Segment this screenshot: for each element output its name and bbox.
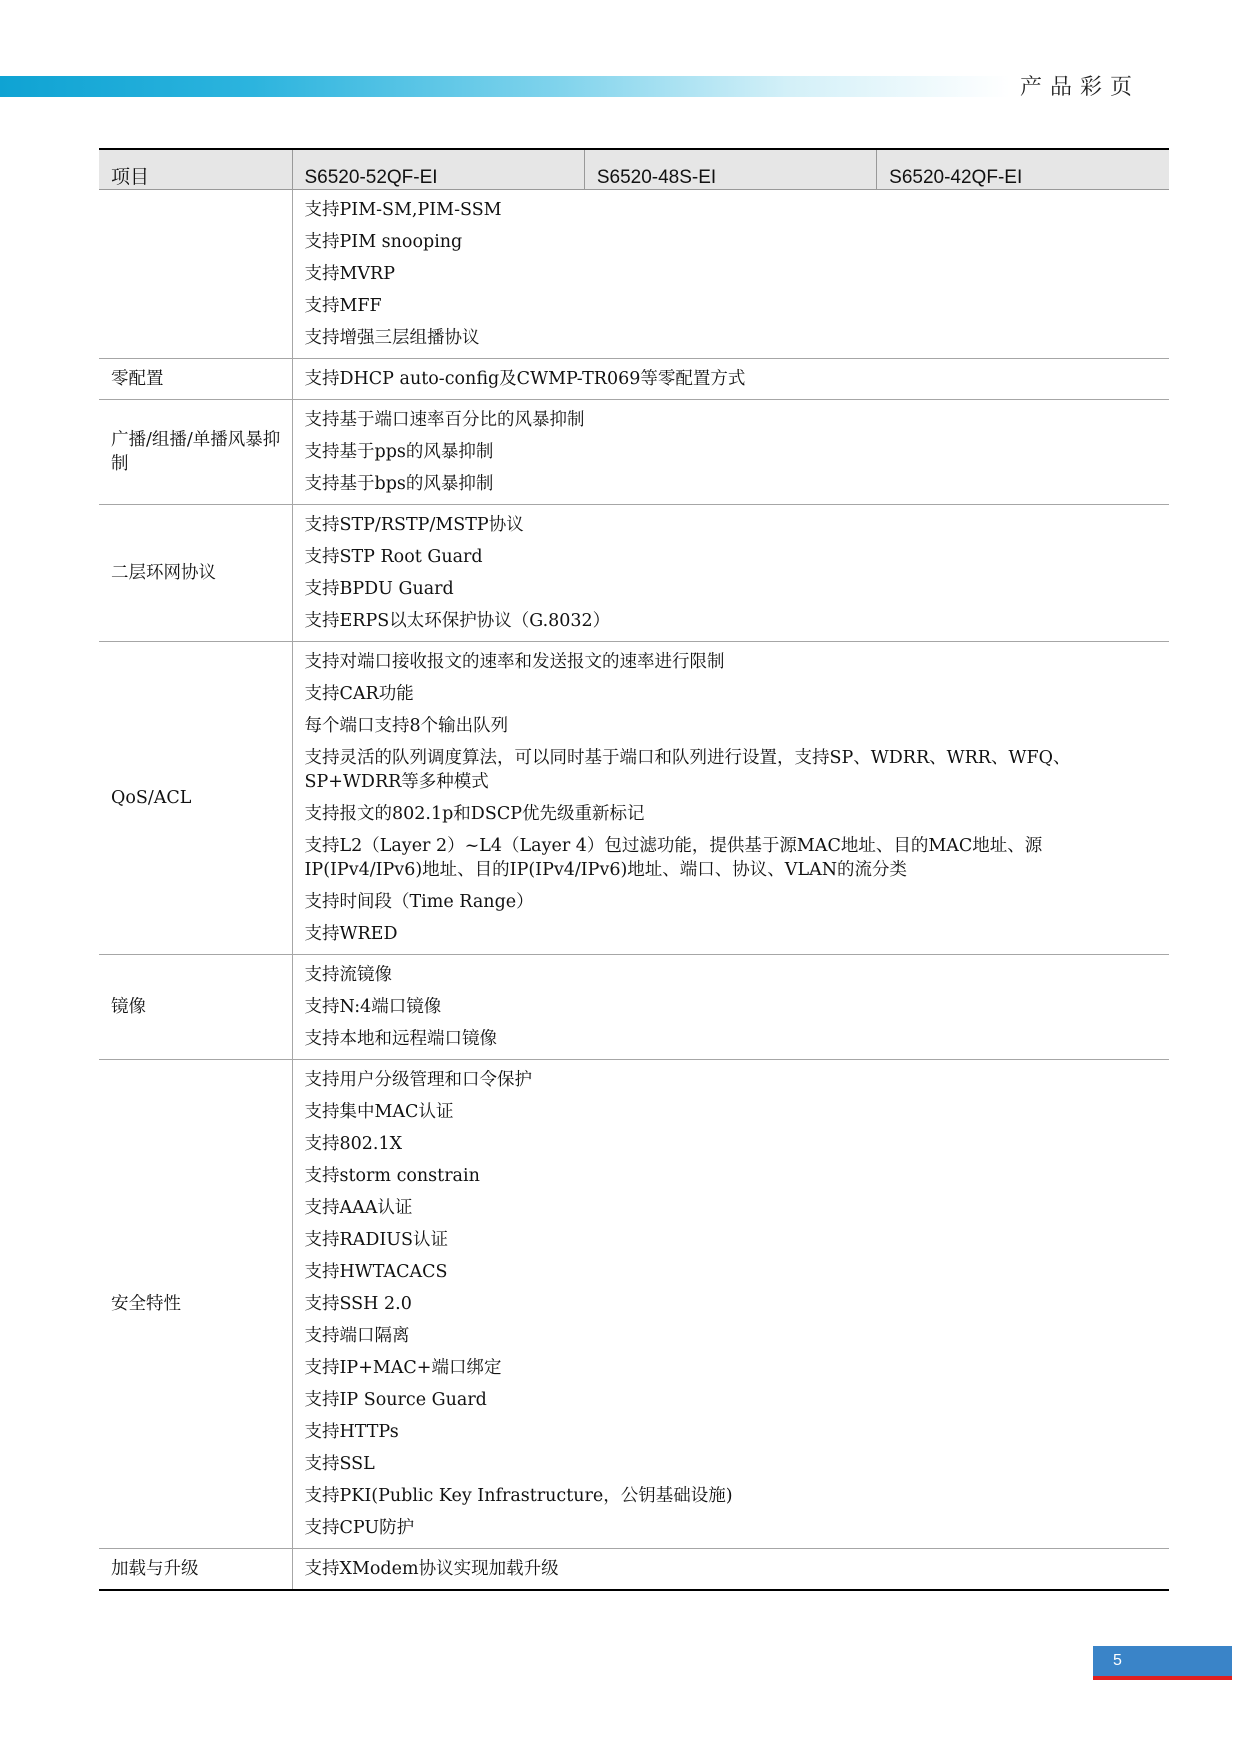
- feature-item: 支持MFF: [304, 295, 382, 316]
- feature-item: 支持ERPS以太环保护协议（G.8032）: [304, 610, 611, 631]
- feature-item: 支持基于pps的风暴抑制: [304, 441, 494, 462]
- row-features: [292, 358, 1169, 399]
- feature-item: 支持对端口接收报文的速率和发送报文的速率进行限制: [304, 651, 725, 672]
- row-features: [292, 189, 1169, 358]
- feature-item: 支持802.1X: [304, 1133, 403, 1154]
- row-features: [292, 641, 1169, 954]
- column-header-model: S6520-42QF-EI: [877, 149, 1169, 189]
- row-category: 安全特性: [99, 1059, 292, 1548]
- feature-item: 支持报文的802.1p和DSCP优先级重新标记: [304, 803, 645, 824]
- feature-item: 支持SSH 2.0: [304, 1293, 412, 1314]
- feature-item: 支持STP/RSTP/MSTP协议: [304, 514, 524, 535]
- feature-item: 每个端口支持8个输出队列: [304, 715, 509, 736]
- feature-item: 支持CPU防护: [304, 1517, 415, 1538]
- feature-item: 支持PIM-SM,PIM-SSM: [304, 199, 502, 220]
- feature-item: 支持BPDU Guard: [304, 578, 454, 599]
- row-category: 加载与升级: [99, 1548, 292, 1590]
- feature-item: 支持本地和远程端口镜像: [304, 1028, 497, 1049]
- feature-item: 支持WRED: [304, 923, 398, 944]
- table-row: [99, 504, 1169, 641]
- feature-item: 支持PIM snooping: [304, 231, 463, 252]
- feature-item: 支持MVRP: [304, 263, 396, 284]
- table-row: [99, 399, 1169, 504]
- feature-item: 支持L2（Layer 2）~L4（Layer 4）包过滤功能，提供基于源MAC地址、目的MAC地址、源IP(IPv4/IPv6)地址、目的IP(IPv4/IPv6)地址、端口、协议、VLAN的流分类: [304, 835, 1043, 880]
- feature-item: 支持IP+MAC+端口绑定: [304, 1357, 502, 1378]
- table-row: [99, 189, 1169, 358]
- column-header-model: S6520-48S-EI: [584, 149, 876, 189]
- row-category: 镜像: [99, 954, 292, 1059]
- table-row: [99, 1059, 1169, 1548]
- table-row: [99, 1548, 1169, 1590]
- table-header-row: [99, 149, 1169, 189]
- row-category: 二层环网协议: [99, 504, 292, 641]
- table-row: [99, 954, 1169, 1059]
- feature-item: 支持RADIUS认证: [304, 1229, 448, 1250]
- feature-item: 支持灵活的队列调度算法，可以同时基于端口和队列进行设置，支持SP、WDRR、WRR、WFQ、SP+WDRR等多种模式: [304, 747, 1071, 792]
- row-features: [292, 954, 1169, 1059]
- page-number: 5: [1093, 1646, 1232, 1676]
- feature-item: 支持HTTPs: [304, 1421, 399, 1442]
- feature-item: 支持端口隔离: [304, 1325, 410, 1346]
- header-title: 产品彩页: [1020, 75, 1141, 100]
- feature-item: 支持基于端口速率百分比的风暴抑制: [304, 409, 585, 430]
- row-features: [292, 1059, 1169, 1548]
- feature-item: 支持CAR功能: [304, 683, 414, 704]
- feature-item: 支持集中MAC认证: [304, 1101, 454, 1122]
- spec-table-body: [99, 189, 1169, 1590]
- feature-item: 支持增强三层组播协议: [304, 327, 480, 348]
- column-header-item: 项目: [99, 149, 292, 189]
- feature-item: 支持AAA认证: [304, 1197, 413, 1218]
- row-category: [99, 189, 292, 358]
- feature-item: 支持N:4端口镜像: [304, 996, 442, 1017]
- table-row: [99, 358, 1169, 399]
- page-number-underline: [1093, 1676, 1232, 1680]
- column-header-model: S6520-52QF-EI: [292, 149, 584, 189]
- feature-item: 支持用户分级管理和口令保护: [304, 1069, 532, 1090]
- spec-table: [99, 148, 1169, 1591]
- feature-item: 支持storm constrain: [304, 1165, 480, 1186]
- feature-item: 支持流镜像: [304, 964, 392, 985]
- feature-item: 支持时间段（Time Range）: [304, 891, 534, 912]
- row-category: 广播/组播/单播风暴抑制: [99, 399, 292, 504]
- feature-item: 支持XModem协议实现加载升级: [304, 1558, 559, 1579]
- feature-item: 支持SSL: [304, 1453, 375, 1474]
- row-category: QoS/ACL: [99, 641, 292, 954]
- header-gradient-bar: [0, 76, 1010, 97]
- row-features: [292, 504, 1169, 641]
- feature-item: 支持IP Source Guard: [304, 1389, 487, 1410]
- row-category: 零配置: [99, 358, 292, 399]
- feature-item: 支持HWTACACS: [304, 1261, 448, 1282]
- feature-item: 支持基于bps的风暴抑制: [304, 473, 494, 494]
- row-features: [292, 399, 1169, 504]
- feature-item: 支持PKI(Public Key Infrastructure，公钥基础设施): [304, 1485, 733, 1506]
- table-row: [99, 641, 1169, 954]
- row-features: [292, 1548, 1169, 1590]
- feature-item: 支持STP Root Guard: [304, 546, 483, 567]
- feature-item: 支持DHCP auto-config及CWMP-TR069等零配置方式: [304, 368, 746, 389]
